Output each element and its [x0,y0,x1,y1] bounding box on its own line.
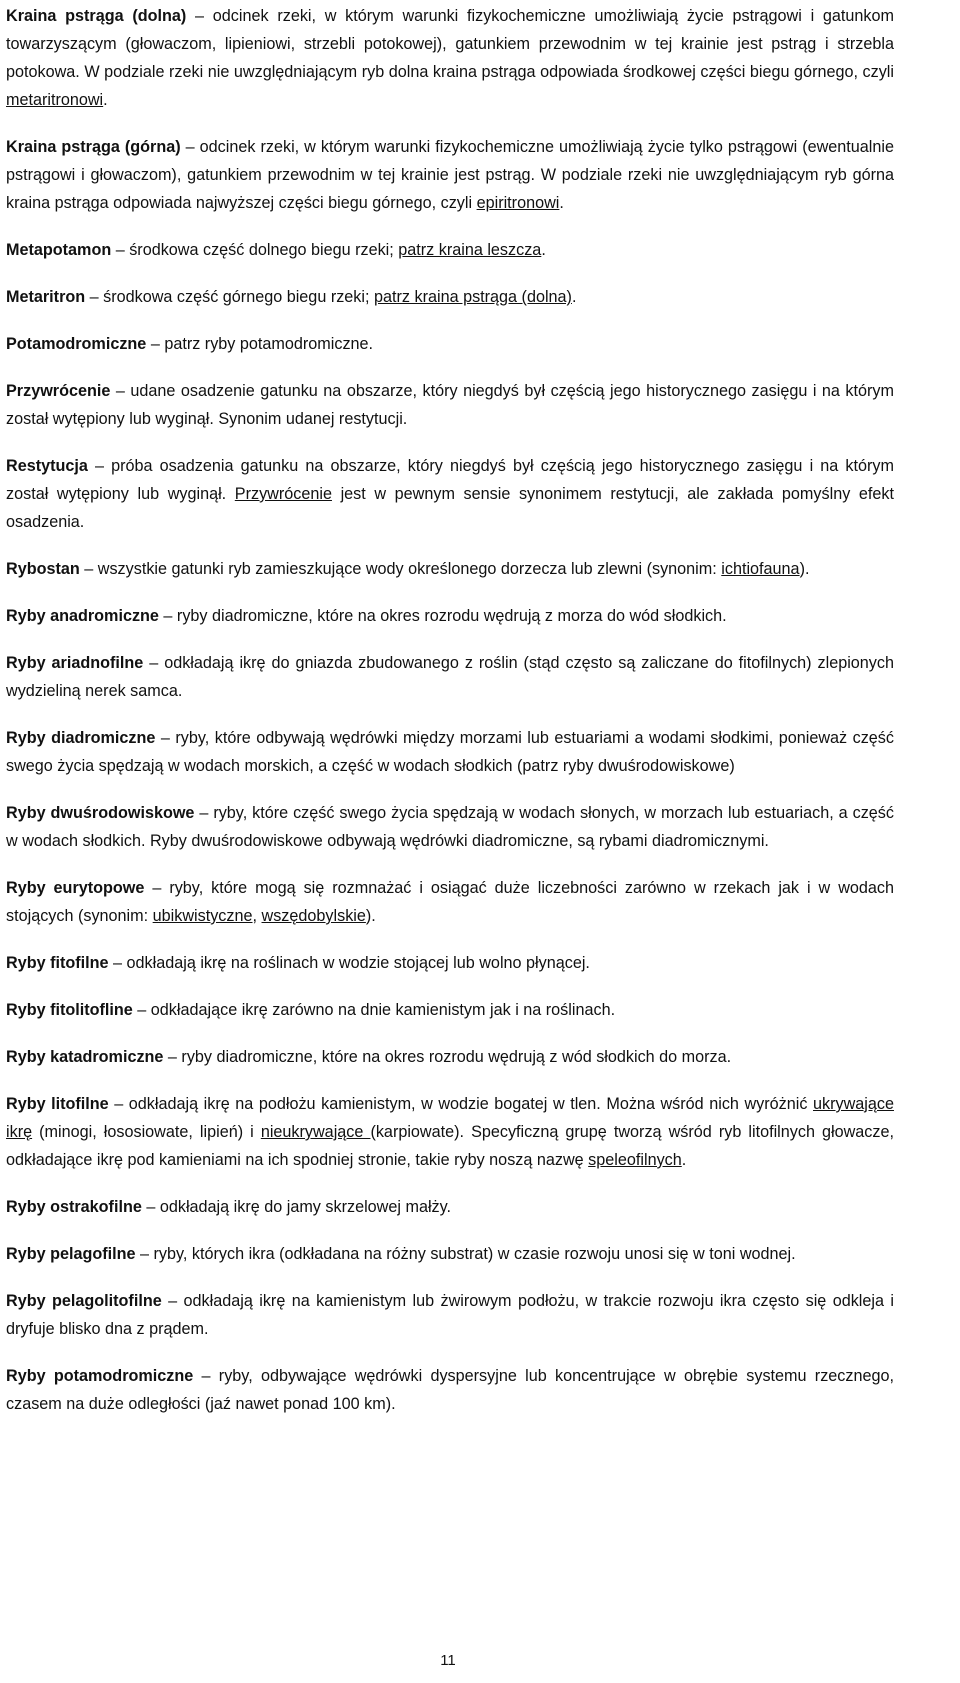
glossary-entry [6,1090,894,1174]
definition-text: – wszystkie gatunki ryb zamieszkujące wody określonego dorzecza lub zlewni (synonim: [79,560,722,578]
definition-text: – odkładają ikrę na roślinach w wodzie stojącej lub wolno płynącej. [108,954,590,972]
definition-text: – odcinek rzeki, w którym warunki fizykochemiczne umożliwiają życie tylko pstrągowi (ewentualnie pstrągowi i głowaczom), gatunkiem przewodnim w tej krainie jest pstrąg. W podziale rzeki nie uwzględniającym ryb górna kraina pstrąga odpowiada najwyższej części biegu górnego, czyli [6,138,894,212]
definition-text: (minogi, łososiowate, lipień) i [32,1123,261,1141]
glossary-entry [6,330,894,358]
definition-text: – próba osadzenia gatunku na obszarze, który niegdyś był częścią jego historycznego zasięgu i na którym został wytępiony lub wyginął. [6,457,894,503]
glossary-entry [6,799,894,855]
cross-reference-link[interactable]: epiritronowi [476,194,560,212]
term-heading: Rybostan [6,560,80,578]
term-heading: Potamodromiczne [6,335,147,353]
glossary-entry [6,1193,894,1221]
glossary-entry [6,555,894,583]
term-heading: Ryby ostrakofilne [6,1198,142,1216]
term-heading: Ryby katadromiczne [6,1048,164,1066]
glossary-entry [6,996,894,1024]
definition-text: ). [365,907,376,925]
glossary-entry [6,133,894,217]
definition-text: . [541,241,546,259]
glossary-entry [6,1240,894,1268]
glossary-entry [6,1287,894,1343]
glossary-entry [6,1043,894,1071]
cross-reference-link[interactable]: ukrywające ikrę [6,1095,894,1141]
term-heading: Przywrócenie [6,382,111,400]
definition-text: – odkładają ikrę na kamienistym lub żwirowym podłożu, w trakcie rozwoju ikra często się odkleja i dryfuje blisko dna z prądem. [6,1292,894,1338]
definition-text: – ryby, których ikra (odkładana na różny substrat) w czasie rozwoju unosi się w toni wodnej. [135,1245,796,1263]
page-number: 11 [440,1652,456,1669]
definition-text: – ryby diadromiczne, które na okres rozrodu wędrują z wód słodkich do morza. [163,1048,732,1066]
cross-reference-link[interactable]: ubikwistyczne [152,907,253,925]
cross-reference-link[interactable]: nieukrywające [260,1123,371,1141]
glossary-entry [6,602,894,630]
definition-text: . [681,1151,687,1169]
glossary-entry [6,2,894,114]
glossary-entry [6,724,894,780]
cross-reference-link[interactable]: speleofilnych [588,1151,682,1169]
glossary-entry [6,283,894,311]
term-heading: Ryby diadromiczne [6,729,156,747]
definition-text: – środkowa część dolnego biegu rzeki; [111,241,399,259]
glossary-entry [6,377,894,433]
definition-text: . [103,91,108,109]
definition-text: – patrz ryby potamodromiczne. [146,335,374,353]
definition-text: – ryby, odbywające wędrówki dyspersyjne lub koncentrujące w obrębie systemu rzecznego, czasem na duże odległości (jaź nawet ponad 100 km). [6,1367,894,1413]
definition-text: – ryby diadromiczne, które na okres rozrodu wędrują z morza do wód słodkich. [158,607,727,625]
term-heading: Ryby eurytopowe [6,879,145,897]
term-heading: Ryby ariadnofilne [6,654,144,672]
glossary-entry [6,1362,894,1418]
definition-text: – środkowa część górnego biegu rzeki; [85,288,374,306]
term-heading: Metapotamon [6,241,112,259]
term-heading: Restytucja [6,457,88,475]
glossary-entry [6,949,894,977]
definition-text: (karpiowate). Specyficzną grupę tworzą wśród ryb litofilnych głowacze, odkładające ikrę pod kamieniami na ich spodniej stronie, takie ryby noszą nazwę [6,1123,894,1169]
definition-text: – ryby, które część swego życia spędzają w wodach słonych, w morzach lub estuariach, a część w wodach słodkich. Ryby dwuśrodowiskowe odbywają wędrówki diadromiczne, są rybami diadromicznymi. [6,804,894,850]
term-heading: Ryby pelagolitofilne [6,1292,162,1310]
cross-reference-link[interactable]: metaritronowi [6,91,104,109]
term-heading: Kraina pstrąga (górna) [6,138,181,156]
definition-text: – odkładają ikrę do gniazda zbudowanego z roślin (stąd często są zaliczane do fitofilnych) zlepionych wydzieliną nerek samca. [6,654,894,700]
term-heading: Ryby potamodromiczne [6,1367,194,1385]
glossary-page [6,0,894,1437]
term-heading: Ryby anadromiczne [6,607,159,625]
term-heading: Ryby pelagofilne [6,1245,136,1263]
term-heading: Ryby fitofilne [6,954,109,972]
definition-text: ). [799,560,810,578]
definition-text: . [571,288,577,306]
term-heading: Ryby fitolitofline [6,1001,133,1019]
definition-text: , [252,907,262,925]
cross-reference-link[interactable]: wszędobylskie [261,907,366,925]
definition-text: – odkładające ikrę zarówno na dnie kamienistym jak i na roślinach. [132,1001,616,1019]
glossary-entry [6,452,894,536]
definition-text: – odkładają ikrę na podłożu kamienistym, w wodzie bogatej w tlen. Można wśród nich wyróżnić [108,1095,813,1113]
glossary-entry [6,874,894,930]
glossary-entries [6,2,894,1418]
definition-text: . [559,194,564,212]
cross-reference-link[interactable]: ichtiofauna [721,560,800,578]
term-heading: Ryby litofilne [6,1095,109,1113]
glossary-entry [6,236,894,264]
cross-reference-link[interactable]: Przywrócenie [234,485,332,503]
term-heading: Kraina pstrąga (dolna) [6,7,187,25]
definition-text: – udane osadzenie gatunku na obszarze, który niegdyś był częścią jego historycznego zasięgu i na którym został wytępiony lub wyginął. Synonim udanej restytucji. [6,382,894,428]
definition-text: jest w pewnym sensie synonimem restytucji, ale zakłada pomyślny efekt osadzenia. [6,485,894,531]
definition-text: – ryby, które odbywają wędrówki między morzami lub estuariami a wodami słodkimi, ponieważ część swego życia spędzają w wodach morskich, a część w wodach słodkich (patrz ryby dwuśrodowiskowe) [6,729,894,775]
definition-text: – odcinek rzeki, w którym warunki fizykochemiczne umożliwiają życie pstrągowi i gatunkom towarzyszącym (głowaczom, lipieniowi, strzebli potokowej), gatunkiem przewodnim w tej krainie jest pstrąg i strzebla potokowa. W podziale rzeki nie uwzględniającym ryb dolna kraina pstrąga odpowiada środkowej części biegu górnego, czyli [6,7,895,81]
cross-reference-link[interactable]: patrz kraina leszcza [398,241,542,259]
definition-text: – ryby, które mogą się rozmnażać i osiągać duże liczebności zarówno w rzekach jak i w wodach stojących (synonim: [6,879,894,925]
definition-text: – odkładają ikrę do jamy skrzelowej małży. [141,1198,452,1216]
glossary-entry [6,649,894,705]
term-heading: Ryby dwuśrodowiskowe [6,804,195,822]
cross-reference-link[interactable]: patrz kraina pstrąga (dolna) [374,288,572,306]
term-heading: Metaritron [6,288,86,306]
